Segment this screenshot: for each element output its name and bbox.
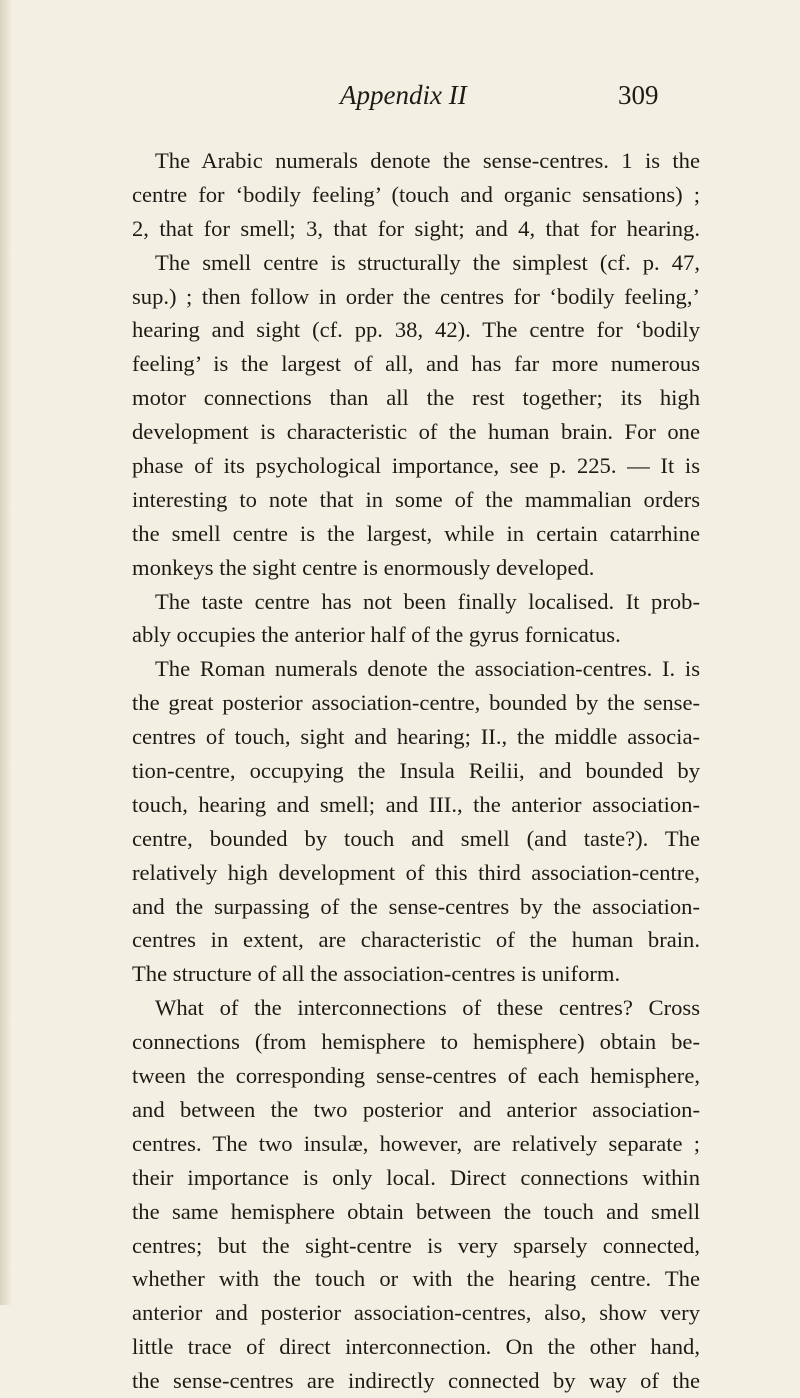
text-line: their importance is only local. Direct connections within xyxy=(132,1164,700,1190)
text-line: hearing and sight (cf. pp. 38, 42). The centre for ‘bodily xyxy=(132,317,700,343)
text-line: and the surpassing of the sense-centres by the association- xyxy=(132,893,700,919)
text-line: touch, hearing and smell; and III., the anterior association- xyxy=(132,791,700,817)
text-line: little trace of direct interconnection. On the other hand, xyxy=(132,1334,700,1360)
text-line: interesting to note that in some of the mammalian orders xyxy=(132,486,700,512)
text-line: centre, bounded by touch and smell (and taste?). The xyxy=(132,825,700,851)
text-line: the sense-centres are indirectly connected by way of the xyxy=(132,1368,700,1394)
running-head xyxy=(0,80,800,124)
text-line: the smell centre is the largest, while in certain catarrhine xyxy=(132,520,700,546)
text-line: motor connections than all the rest together; its high xyxy=(132,385,700,411)
body-text xyxy=(132,144,700,1398)
text-line: What of the interconnections of these centres? Cross xyxy=(155,995,700,1021)
text-line: The smell centre is structurally the simplest (cf. p. 47, xyxy=(155,249,700,275)
text-line: the same hemisphere obtain between the touch and smell xyxy=(132,1198,700,1224)
text-line: connections (from hemisphere to hemisphere) obtain be- xyxy=(132,1029,700,1055)
running-head-title: Appendix II xyxy=(340,80,467,110)
text-line: centre for ‘bodily feeling’ (touch and organic sensations) ; xyxy=(132,181,700,207)
text-line: development is characteristic of the human brain. For one xyxy=(132,419,700,445)
text-line: The Roman numerals denote the association-centres. I. is xyxy=(155,656,700,682)
page-edge-shadow xyxy=(0,0,12,1305)
text-line: phase of its psychological importance, see p. 225. — It is xyxy=(132,453,700,479)
text-line: monkeys the sight centre is enormously developed. xyxy=(132,554,595,580)
text-line: centres of touch, sight and hearing; II., the middle associa- xyxy=(132,724,700,750)
text-line: centres. The two insulæ, however, are relatively separate ; xyxy=(132,1130,700,1156)
page-number: 309 xyxy=(618,80,659,110)
text-line: centres; but the sight-centre is very sparsely connected, xyxy=(132,1232,700,1258)
text-line: ably occupies the anterior half of the gyrus fornicatus. xyxy=(132,622,621,648)
text-line: and between the two posterior and anterior association- xyxy=(132,1096,700,1122)
text-line: feeling’ is the largest of all, and has far more numerous xyxy=(132,351,700,377)
text-line: sup.) ; then follow in order the centres for ‘bodily feeling,’ xyxy=(132,283,700,309)
text-line: 2, that for smell; 3, that for sight; and 4, that for hearing. xyxy=(132,215,700,241)
text-line: The Arabic numerals denote the sense-centres. 1 is the xyxy=(155,148,700,173)
text-line: relatively high development of this third association-centre, xyxy=(132,859,700,885)
text-line: tion-centre, occupying the Insula Reilii, and bounded by xyxy=(132,758,700,784)
text-line: whether with the touch or with the hearing centre. The xyxy=(132,1266,700,1292)
text-line: the great posterior association-centre, bounded by the sense- xyxy=(132,690,700,716)
text-line: tween the corresponding sense-centres of each hemisphere, xyxy=(132,1063,700,1089)
text-line: The structure of all the association-centres is uniform. xyxy=(132,961,621,987)
text-line: centres in extent, are characteristic of the human brain. xyxy=(132,927,700,953)
text-line: The taste centre has not been finally localised. It prob- xyxy=(155,588,700,614)
text-line: anterior and posterior association-centres, also, show very xyxy=(132,1300,700,1326)
